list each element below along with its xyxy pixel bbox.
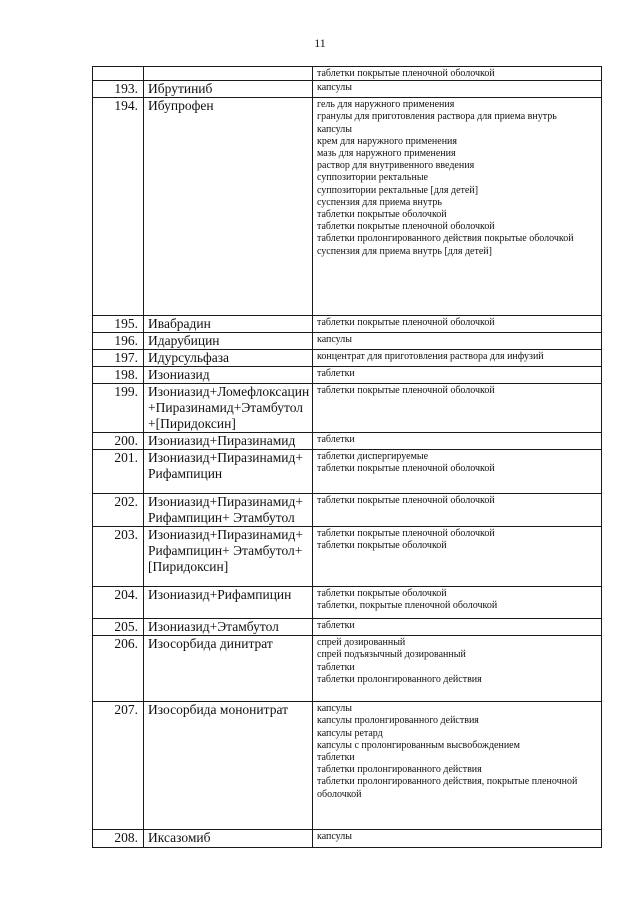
row-number: 193. <box>93 81 144 98</box>
dosage-form-item: капсулы <box>317 831 352 843</box>
dosage-form-item: таблетки пролонгированного действия покрытые оболочкой <box>317 233 574 245</box>
dosage-form-item: капсулы с пролонгированным высвобождением <box>317 739 520 751</box>
dosage-forms <box>313 702 602 830</box>
drug-name: Изониазид+Пиразинамид <box>144 433 313 450</box>
dosage-form-item: таблетки <box>317 434 355 446</box>
dosage-form-item: мазь для наружного применения <box>317 148 456 160</box>
dosage-form-item: спрей дозированный <box>317 637 406 649</box>
drug-name: Идурсульфаза <box>144 350 313 367</box>
dosage-form-item: таблетки покрытые пленочной оболочкой <box>317 385 495 397</box>
dosage-form-item: таблетки диспергируемые <box>317 451 429 463</box>
table-row <box>93 830 602 848</box>
table-row <box>93 98 602 316</box>
dosage-form-item: капсулы <box>317 334 352 346</box>
dosage-form-item: капсулы <box>317 703 352 715</box>
dosage-forms <box>313 527 602 587</box>
row-number <box>93 67 144 81</box>
drug-name: Ивабрадин <box>144 316 313 333</box>
dosage-form-item: суспензия для приема внутрь <box>317 196 442 208</box>
drug-name: Ибрутиниб <box>144 81 313 98</box>
row-number: 203. <box>93 527 144 587</box>
table-row <box>93 636 602 702</box>
drug-name: Изосорбида мононитрат <box>144 702 313 830</box>
dosage-form-item: гранулы для приготовления раствора для приема внутрь <box>317 111 557 123</box>
dosage-form-item: таблетки пролонгированного действия, покрытые пленочной оболочкой <box>317 776 578 800</box>
table-row <box>93 494 602 527</box>
dosage-forms <box>313 384 602 433</box>
dosage-form-item: капсулы <box>317 82 352 94</box>
dosage-form-item: таблетки <box>317 620 355 632</box>
dosage-form-item: таблетки пролонгированного действия <box>317 764 482 776</box>
dosage-form-item: таблетки <box>317 368 355 380</box>
dosage-form-item: раствор для внутривенного введения <box>317 160 475 172</box>
dosage-forms <box>313 333 602 350</box>
dosage-form-item: таблетки покрытые оболочкой <box>317 540 447 552</box>
dosage-form-item: крем для наружного применения <box>317 135 458 147</box>
dosage-form-item: суспензия для приема внутрь [для детей] <box>317 245 492 257</box>
row-number: 195. <box>93 316 144 333</box>
table-row <box>93 350 602 367</box>
dosage-forms <box>313 350 602 367</box>
dosage-form-item: таблетки покрытые пленочной оболочкой <box>317 317 495 329</box>
dosage-form-item: капсулы пролонгированного действия <box>317 715 479 727</box>
dosage-form-item: таблетки покрытые оболочкой <box>317 588 447 600</box>
table-row <box>93 433 602 450</box>
dosage-forms <box>313 81 602 98</box>
drug-name: Ибупрофен <box>144 98 313 316</box>
dosage-form-item: таблетки покрытые пленочной оболочкой <box>317 221 495 233</box>
drug-name <box>144 67 313 81</box>
dosage-form-item: суппозитории ректальные [для детей] <box>317 184 479 196</box>
row-number: 194. <box>93 98 144 316</box>
table-row <box>93 450 602 494</box>
drug-name: Изониазид+Пиразинамид+ Рифампицин+ Этамбутол+[Пиридоксин] <box>144 527 313 587</box>
row-number: 208. <box>93 830 144 848</box>
dosage-forms <box>313 450 602 494</box>
row-number: 196. <box>93 333 144 350</box>
dosage-forms <box>313 98 602 316</box>
dosage-forms <box>313 67 602 81</box>
dosage-form-item: капсулы <box>317 123 352 135</box>
row-number: 201. <box>93 450 144 494</box>
row-number: 204. <box>93 587 144 619</box>
table-row <box>93 316 602 333</box>
dosage-forms <box>313 619 602 636</box>
table-row <box>93 702 602 830</box>
page-number: 11 <box>314 36 326 50</box>
dosage-form-item: таблетки <box>317 752 355 764</box>
dosage-forms <box>313 316 602 333</box>
row-number: 199. <box>93 384 144 433</box>
dosage-form-item: гель для наружного применения <box>317 99 455 111</box>
dosage-form-item: таблетки покрытые оболочкой <box>317 209 447 221</box>
row-number: 200. <box>93 433 144 450</box>
dosage-form-item: спрей подъязычный дозированный <box>317 649 466 661</box>
drug-name: Изониазид <box>144 367 313 384</box>
dosage-forms <box>313 587 602 619</box>
row-number: 205. <box>93 619 144 636</box>
dosage-forms <box>313 367 602 384</box>
row-number: 197. <box>93 350 144 367</box>
dosage-form-item: таблетки <box>317 661 355 673</box>
table-row <box>93 367 602 384</box>
table-row <box>93 81 602 98</box>
row-number: 206. <box>93 636 144 702</box>
dosage-form-item: концентрат для приготовления раствора для инфузий <box>317 351 544 363</box>
drug-name: Изониазид+Пиразинамид+ Рифампицин <box>144 450 313 494</box>
dosage-form-item: таблетки покрытые пленочной оболочкой <box>317 495 495 507</box>
dosage-forms <box>313 433 602 450</box>
drug-name: Изониазид+Пиразинамид+ Рифампицин+ Этамбутол <box>144 494 313 527</box>
drug-name: Идарубицин <box>144 333 313 350</box>
drug-name: Изониазид+Рифампицин <box>144 587 313 619</box>
dosage-form-item: таблетки покрытые пленочной оболочкой <box>317 463 495 475</box>
table-row <box>93 67 602 81</box>
dosage-forms <box>313 830 602 848</box>
dosage-form-item: суппозитории ректальные <box>317 172 428 184</box>
row-number: 202. <box>93 494 144 527</box>
dosage-form-item: капсулы ретард <box>317 727 383 739</box>
table-row <box>93 333 602 350</box>
dosage-form-item: таблетки пролонгированного действия <box>317 673 482 685</box>
drug-name: Изониазид+Этамбутол <box>144 619 313 636</box>
table-row <box>93 384 602 433</box>
table-row <box>93 527 602 587</box>
row-number: 207. <box>93 702 144 830</box>
dosage-forms <box>313 636 602 702</box>
dosage-form-item: таблетки, покрытые пленочной оболочкой <box>317 600 498 612</box>
row-number: 198. <box>93 367 144 384</box>
drug-name: Изосорбида динитрат <box>144 636 313 702</box>
table-row <box>93 619 602 636</box>
dosage-form-item: таблетки покрытые пленочной оболочкой <box>317 528 495 540</box>
dosage-forms <box>313 494 602 527</box>
drug-name: Иксазомиб <box>144 830 313 848</box>
drug-name: Изониазид+Ломефлоксацин +Пиразинамид+Этамбутол +[Пиридоксин] <box>144 384 313 433</box>
table-row <box>93 587 602 619</box>
dosage-form-item: таблетки покрытые пленочной оболочкой <box>317 68 495 79</box>
drug-table <box>92 66 602 848</box>
